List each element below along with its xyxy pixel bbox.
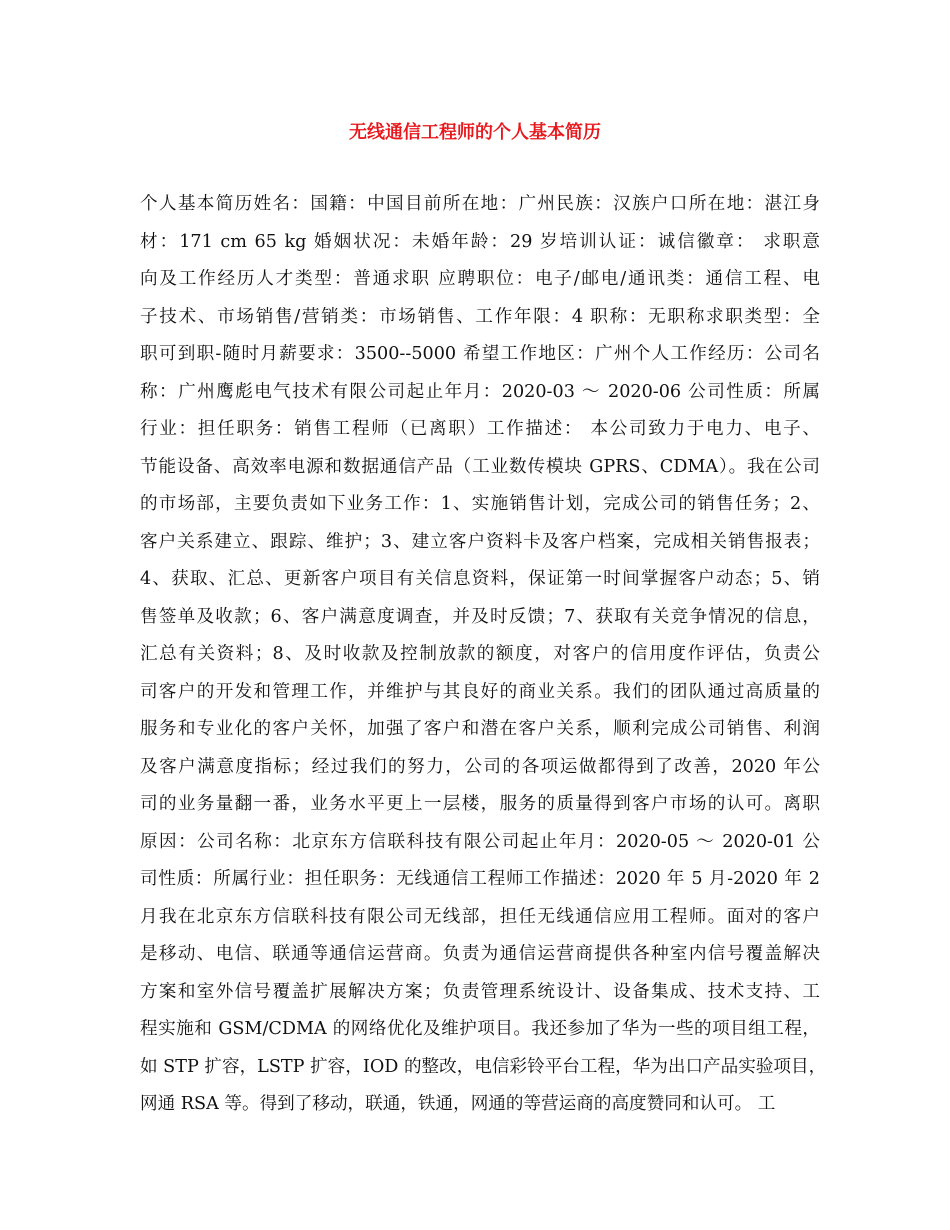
- body-line: 4、获取、汇总、更新客户项目有关信息资料，保证第一时间掌握客户动态；5、销: [140, 569, 820, 589]
- body-line: 原因：公司名称：北京东方信联科技有限公司起止年月：2020-05 ～ 2020-01 公: [140, 831, 820, 852]
- body-line: 司客户的开发和管理工作，并维护与其良好的商业关系。我们的团队通过高质量的: [140, 681, 820, 702]
- body-line: 职可到职-随时月薪要求：3500--5000 希望工作地区：广州个人工作经历：公司名: [140, 344, 820, 364]
- body-line: 是移动、电信、联通等通信运营商。负责为通信运营商提供各种室内信号覆盖解决: [140, 944, 820, 964]
- body-line: 称：广州鹰彪电气技术有限公司起止年月：2020-03 ～ 2020-06 公司性质：所属: [140, 381, 820, 402]
- body-line: 网通 RSA 等。得到了移动，联通，铁通，网通的等营运商的高度赞同和认可。 工: [140, 1094, 776, 1114]
- body-line: 如 STP 扩容，LSTP 扩容，IOD 的整改，电信彩铃平台工程，华为出口产品实验项目，: [140, 1056, 827, 1077]
- body-line: 行业：担任职务：销售工程师（已离职）工作描述： 本公司致力于电力、电子、: [140, 419, 820, 439]
- body-line: 的市场部，主要负责如下业务工作：1、实施销售计划，完成公司的销售任务；2、: [140, 494, 820, 514]
- body-line: 个人基本简历姓名：国籍：中国目前所在地：广州民族：汉族户口所在地：湛江身: [140, 194, 820, 214]
- body-line: 节能设备、高效率电源和数据通信产品（工业数传模块 GPRS、CDMA）。我在公司: [140, 456, 820, 477]
- body-line: 及客户满意度指标；经过我们的努力，公司的各项运做都得到了改善，2020 年公: [140, 756, 820, 777]
- body-line: 汇总有关资料；8、及时收款及控制放款的额度，对客户的信用度作评估，负责公: [140, 644, 820, 664]
- body-line: 服务和专业化的客户关怀，加强了客户和潜在客户关系，顺利完成公司销售、利润: [140, 719, 820, 739]
- body-line: 向及工作经历人才类型：普通求职 应聘职位：电子/邮电/通讯类：通信工程、电: [140, 269, 820, 289]
- body-line: 程实施和 GSM/CDMA 的网络优化及维护项目。我还参加了华为一些的项目组工程，: [140, 1019, 820, 1039]
- body-line: 方案和室外信号覆盖扩展解决方案；负责管理系统设计、设备集成、技术支持、工: [140, 981, 820, 1002]
- body-line: 司性质：所属行业：担任职务：无线通信工程师工作描述：2020 年 5 月-2020 年 2: [140, 869, 820, 889]
- document-body: [140, 191, 827, 1129]
- body-line: 月我在北京东方信联科技有限公司无线部，担任无线通信应用工程师。面对的客户: [140, 906, 820, 927]
- body-line: 材：171 cm 65 kg 婚姻状况：未婚年龄：29 岁培训认证：诚信徽章： 求职意: [140, 231, 820, 252]
- body-line: 售签单及收款；6、客户满意度调查，并及时反馈；7、获取有关竞争情况的信息，: [140, 606, 820, 627]
- body-line: 客户关系建立、跟踪、维护；3、建立客户资料卡及客户档案，完成相关销售报表；: [140, 531, 820, 552]
- body-line: 子技术、市场销售/营销类：市场销售、工作年限：4 职称：无职称求职类型：全: [140, 306, 820, 327]
- document-title: 无线通信工程师的个人基本简历: [349, 122, 601, 143]
- body-line: 司的业务量翻一番，业务水平更上一层楼，服务的质量得到客户市场的认可。离职: [140, 794, 820, 814]
